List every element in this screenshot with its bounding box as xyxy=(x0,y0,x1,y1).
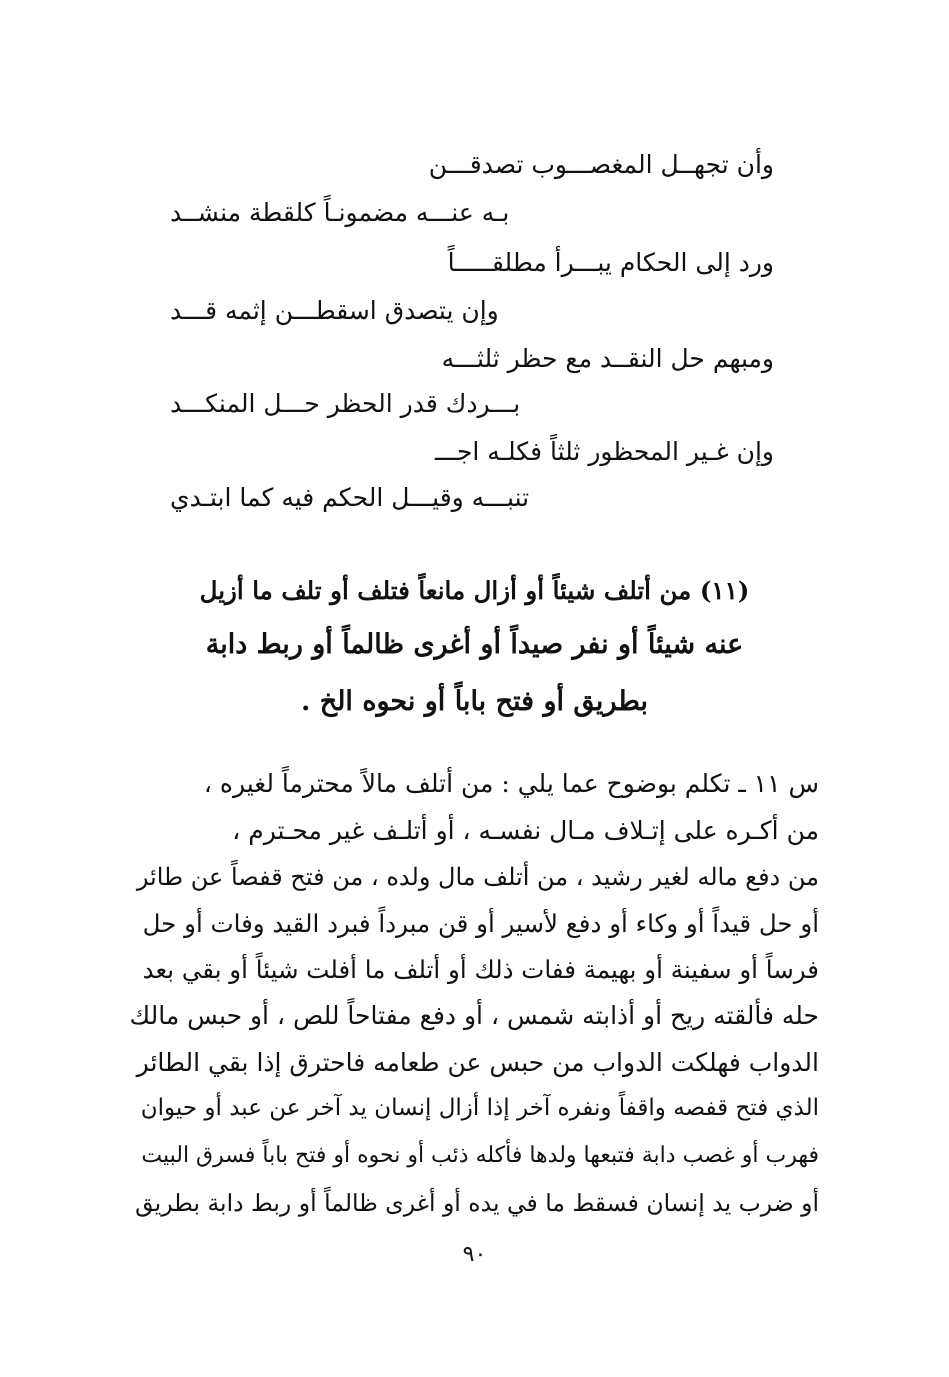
poem-line: وإن يتصدق اسقطـــن إثمه قـــد xyxy=(170,296,499,325)
paragraph-line: حله فألقته ريح أو أذابته شمس ، أو دفع مفتاحاً للص ، أو حبس مالك xyxy=(129,1001,819,1030)
paragraph-line: الذي فتح قفصه واقفاً ونفره آخر إذا أزال إنسان يد آخر عن عبد أو حيوان xyxy=(140,1095,819,1121)
poem-line: بـه عنـــه مضمونـاً كلقطة منشــد xyxy=(170,198,510,227)
poem-line: وأن تجهــل المغصـــوب تصدقـــن xyxy=(428,150,774,179)
section-heading-line: بطريق أو فتح باباً أو نحوه الخ . xyxy=(300,686,649,717)
poem-line: ورد إلى الحكام يبـــرأ مطلقـــــاً xyxy=(447,248,774,277)
section-heading-line: عنه شيئاً أو نفر صيداً أو أغرى ظالماً أو ربط دابة xyxy=(205,629,744,660)
paragraph-line: من دفع ماله لغير رشيد ، من أتلف مال ولده ، من فتح قفصاً عن طائر xyxy=(136,863,819,891)
paragraph-line: من أكـره على إتـلاف مـال نفسـه ، أو أتلـف غير محـترم ، xyxy=(232,816,819,845)
poem-line: ومبهم حل النقــد مع حظر ثلثـــه xyxy=(441,344,774,373)
paragraph-line: فرساً أو سفينة أو بهيمة ففات ذلك أو أتلف ما أفلت شيئاً أو بقي بعد xyxy=(142,955,819,984)
poem-line: تنبـــه وقيـــل الحكم فيه كما ابتـدي xyxy=(170,483,530,512)
paragraph-line: أو حل قيداً أو وكاء أو دفع لأسير أو قن مبرداً فبرد القيد وفات أو حل xyxy=(142,909,819,938)
section-heading-line: (١١) من أتلف شيئاً أو أزال مانعاً فتلف أو تلف ما أزيل xyxy=(199,576,750,605)
paragraph-line: س ١١ ـ تكلم بوضوح عما يلي : من أتلف مالاً محترماً لغيره ، xyxy=(203,769,819,798)
poem-line: بـــردك قدر الحظر حـــل المنكـــد xyxy=(170,389,521,418)
page-number: ٩٠ xyxy=(462,1242,487,1267)
poem-line: وإن غـير المحظور ثلثاً فكلـه اجـــ xyxy=(434,437,774,466)
paragraph-line: فهرب أو غصب دابة فتبعها ولدها فأكله ذئب أو نحوه أو فتح باباً فسرق البيت xyxy=(141,1143,819,1168)
paragraph-line: أو ضرب يد إنسان فسقط ما في يده أو أغرى ظالماً أو ربط دابة بطريق xyxy=(135,1189,819,1217)
paragraph-line: الدواب فهلكت الدواب من حبس عن طعامه فاحترق إذا بقي الطائر xyxy=(136,1048,819,1077)
